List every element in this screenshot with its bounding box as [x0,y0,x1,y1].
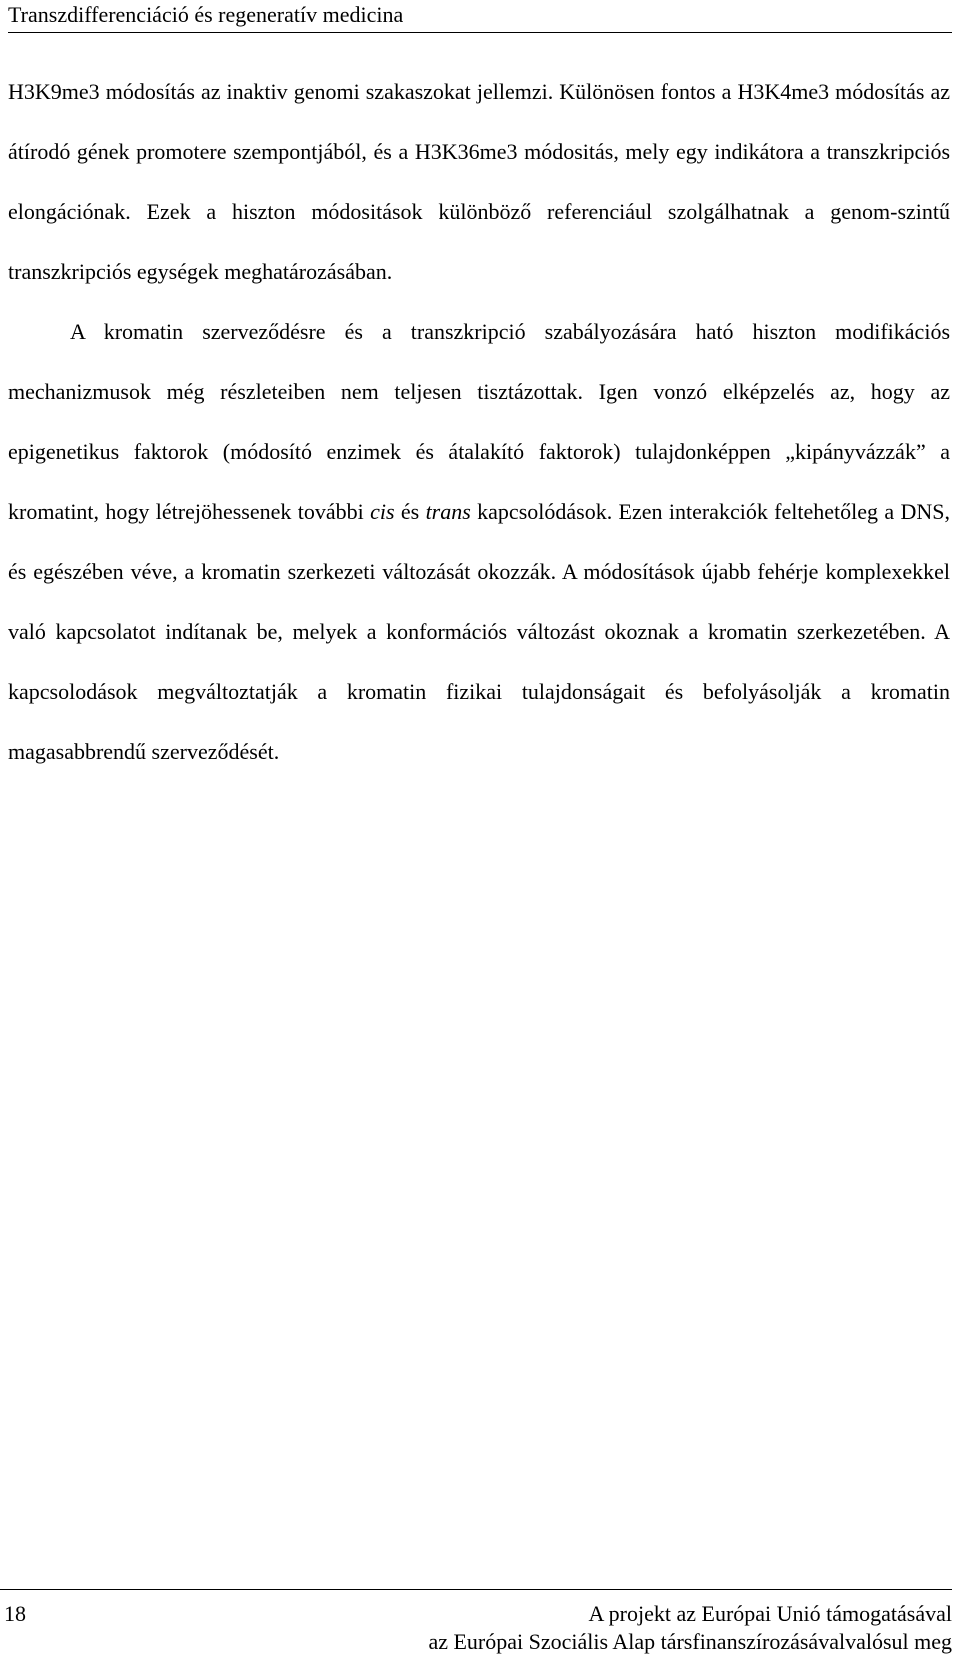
funding-credit-line-1: A projekt az Európai Unió támogatásával [588,1601,952,1626]
funding-credit [428,1600,952,1656]
page-body [8,62,950,782]
paragraph-text: és [394,499,426,524]
paragraph-histone-marks: H3K9me3 módosítás az inaktiv genomi szakaszokat jellemzi. Különösen fontos a H3K4me3 módosítás az átírodó gének promotere szempontjából, és a H3K36me3 módositás, mely egy indikátora a transzkripciós elongációnak. Ezek a hiszton módositások különböző referenciául szolgálhatnak a genom-szintű transzkripciós egységek meghatározásában. [8,79,950,284]
paragraph-chromatin-mechanisms [8,302,950,782]
paragraph-text: kapcsolódások. Ezen interakciók feltehetőleg a DNS, és egészében véve, a kromatin szerkezeti változását okozzák. A módosítások újabb fehérje komplexekkel való kapcsolatot indítanak be, melyek a konformációs változást okoznak a kromatin szerkezetében. A kapcsolodások megváltoztatják a kromatin fizikai tulajdonságait és befolyásolják a kromatin magasabbrendű szerveződését. [8,499,951,764]
italic-term-cis: cis [370,499,395,524]
running-header [8,0,952,33]
footer-divider [0,1589,952,1590]
page-number: 18 [4,1601,26,1626]
funding-credit-line-2: az Európai Szociális Alap társfinanszírozásávalvalósul meg [428,1629,952,1654]
running-header-title: Transzdifferenciáció és regeneratív medicina [8,2,404,27]
paragraph-text: A kromatin szerveződésre és a transzkripció szabályozására ható hiszton modifikációs mechanizmusok még részleteiben nem teljesen tisztázottak. Igen vonzó elképzelés az, hogy az epigenetikus faktorok (módosító enzimek és átalakító faktorok) tulajdonképpen „kipányvázzák” a kromatint, hogy létrejöhessenek további [8,319,950,524]
italic-term-trans: trans [425,499,471,524]
